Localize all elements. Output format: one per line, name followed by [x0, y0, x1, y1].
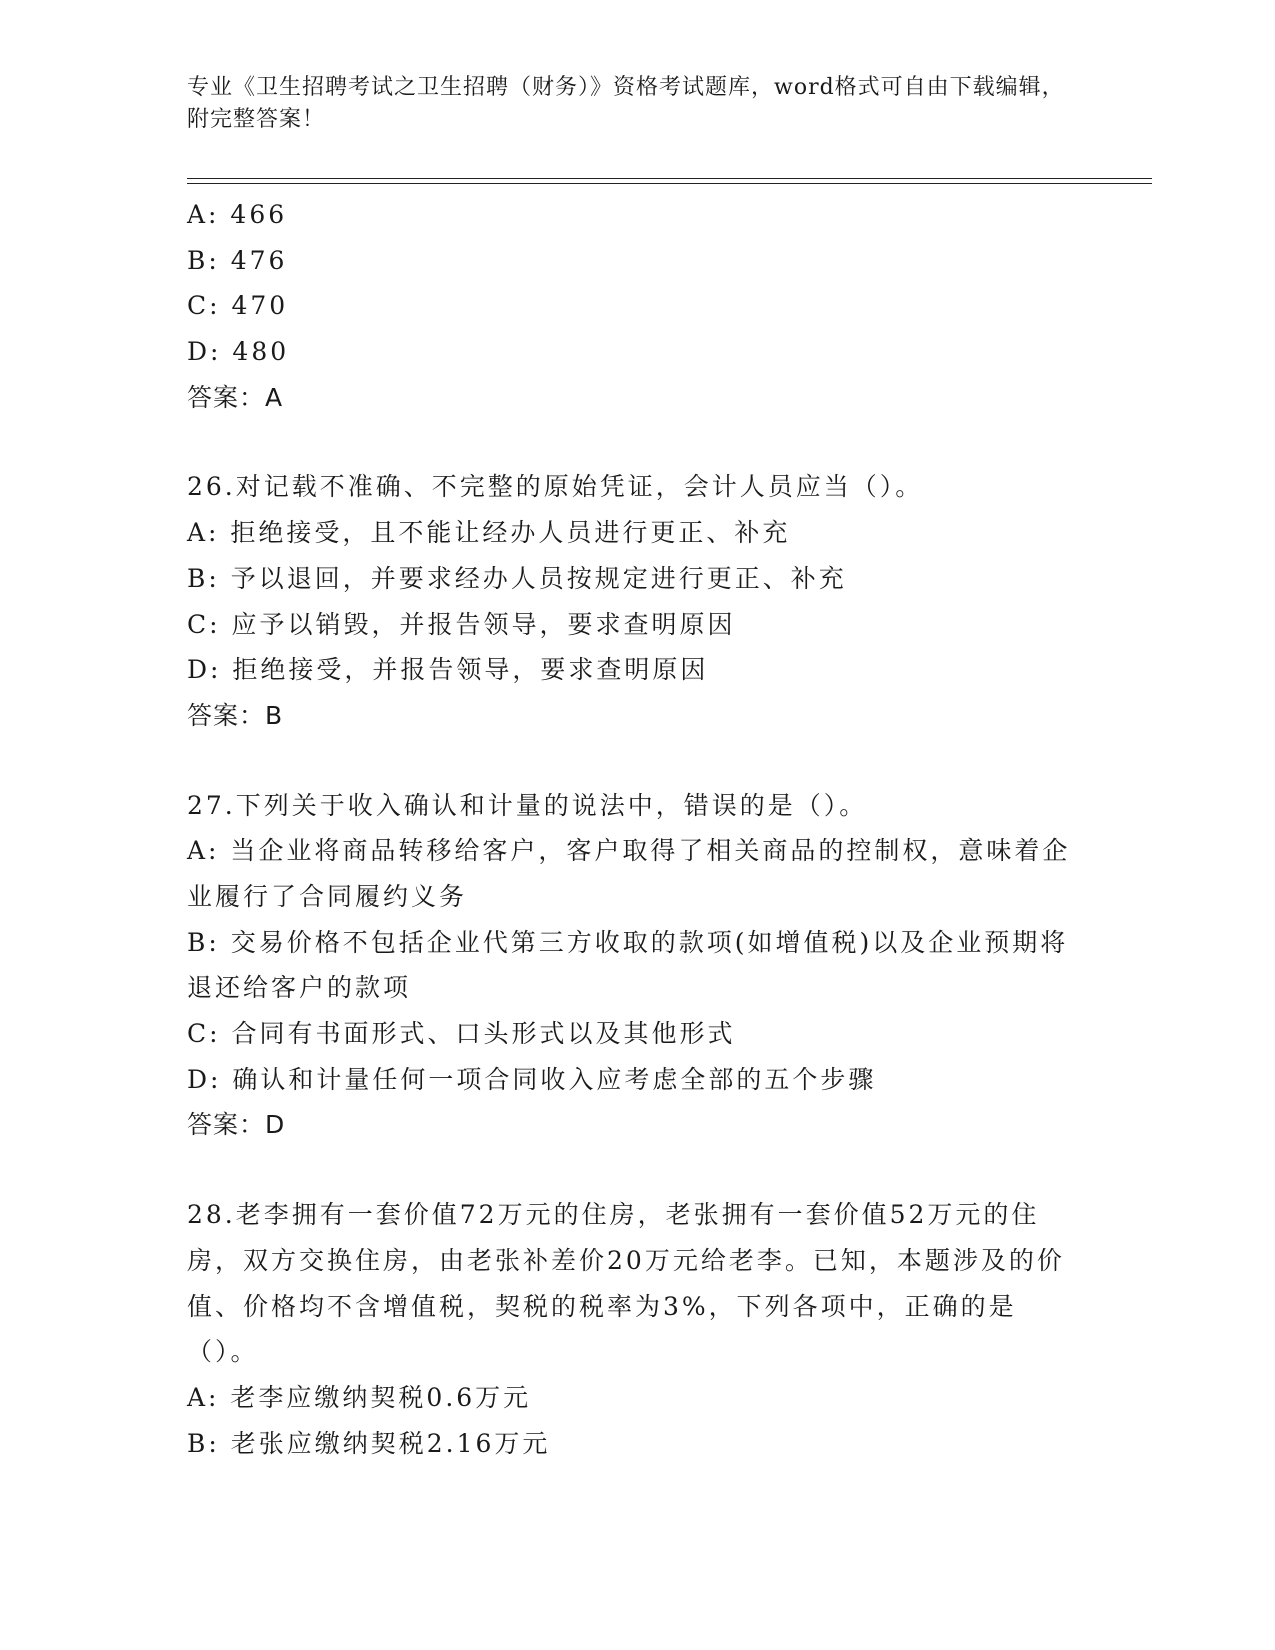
option-a: A: 老李应缴纳契税0.6万元 [187, 1382, 532, 1412]
answer: 答案：A [187, 382, 284, 412]
question-content [187, 192, 1087, 1466]
answer: 答案：B [187, 700, 284, 730]
option-d: D: 480 [187, 337, 290, 367]
option-c: C: 470 [187, 291, 289, 321]
question-text: 28.老李拥有一套价值72万元的住房，老张拥有一套价值52万元的住房，双方交换住房，由老张补差价20万元给老李。已知，本题涉及的价值、价格均不含增值税，契税的税率为3%，下列各项中，正确的是（）。 [187, 1200, 1065, 1367]
option-b: B: 交易价格不包括企业代第三方收取的款项(如增值税)以及企业预期将退还给客户的款项 [187, 927, 1069, 1003]
header-divider-top [187, 178, 1152, 179]
option-b: B: 予以退回，并要求经办人员按规定进行更正、补充 [187, 563, 847, 593]
question-27 [187, 783, 1087, 1149]
option-b: B: 老张应缴纳契税2.16万元 [187, 1428, 551, 1458]
document-header: 专业《卫生招聘考试之卫生招聘（财务）》资格考试题库，word格式可自由下载编辑，附完整答案！ [187, 75, 1065, 132]
option-b: B: 476 [187, 245, 288, 275]
question-28 [187, 1192, 1087, 1466]
option-d: D: 拒绝接受，并报告领导，要求查明原因 [187, 655, 709, 685]
question-text: 26.对记载不准确、不完整的原始凭证，会计人员应当（）。 [187, 472, 924, 502]
option-c: C: 应予以销毁，并报告领导，要求查明原因 [187, 609, 736, 639]
option-a: A: 466 [187, 200, 288, 229]
question-text: 27.下列关于收入确认和计量的说法中，错误的是（）。 [187, 790, 868, 820]
option-a: A: 拒绝接受，且不能让经办人员进行更正、补充 [187, 518, 791, 548]
header-divider-bottom [187, 183, 1152, 184]
answer: 答案：D [187, 1110, 286, 1140]
option-a: A: 当企业将商品转移给客户，客户取得了相关商品的控制权，意味着企业履行了合同履约义务 [187, 836, 1071, 911]
question-25 [187, 192, 1087, 420]
question-26 [187, 464, 1087, 738]
option-c: C: 合同有书面形式、口头形式以及其他形式 [187, 1019, 736, 1049]
option-d: D: 确认和计量任何一项合同收入应考虑全部的五个步骤 [187, 1064, 877, 1094]
